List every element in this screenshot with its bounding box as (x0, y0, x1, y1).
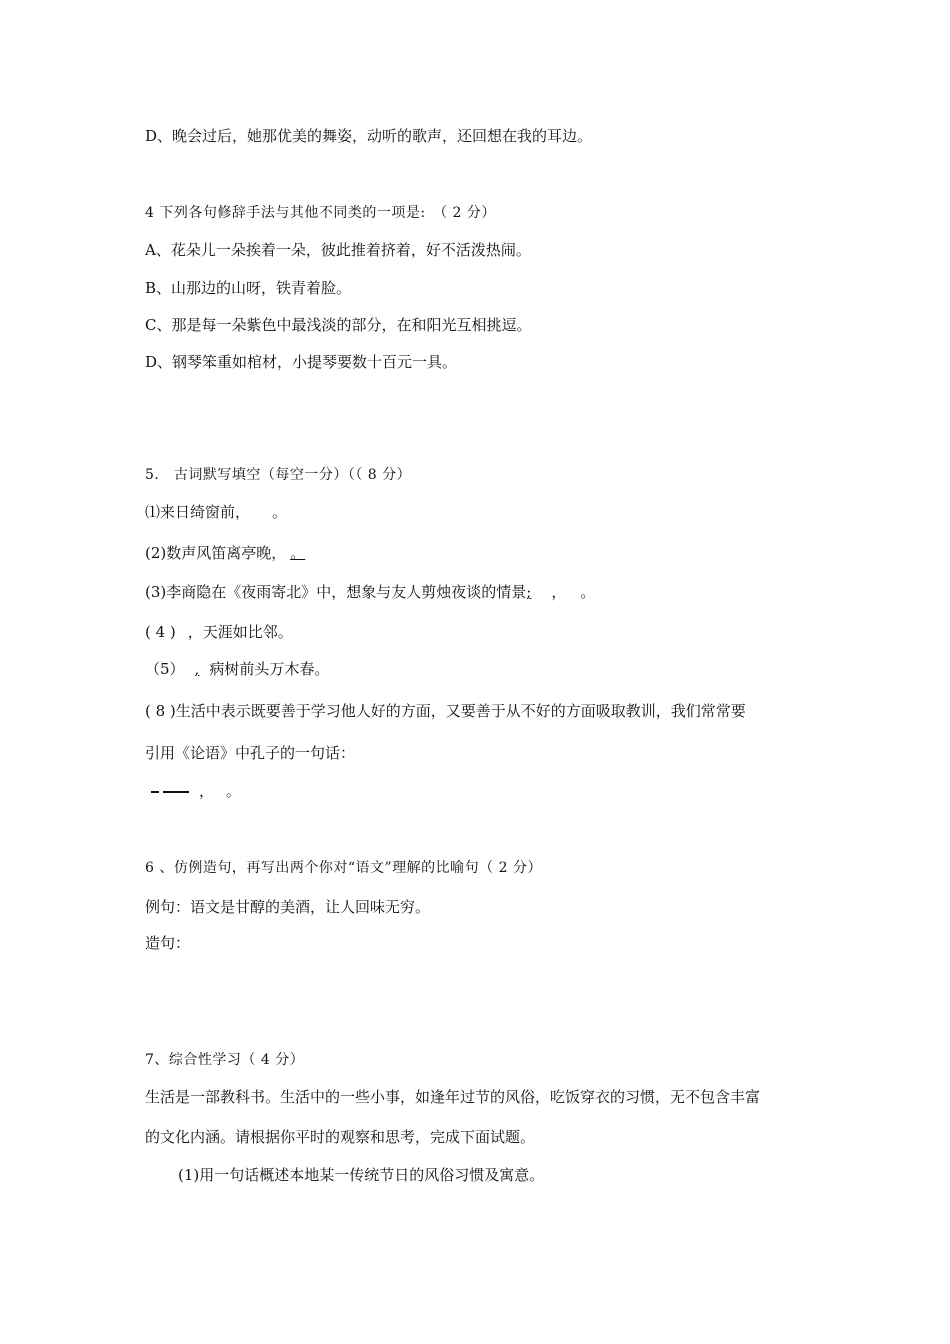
q3-option-d: D、晚会过后，她那优美的舞姿，动听的歌声，还回想在我的耳边。 (145, 127, 593, 145)
q7-sub-question-1: (1)用一句话概述本地某一传统节日的风俗习惯及寓意。 (178, 1166, 545, 1184)
q5-item-2 (145, 543, 313, 563)
q4-option-d: D、钢琴笨重如棺材，小提琴要数十百元一具。 (145, 353, 458, 371)
answer-blank: , (194, 660, 200, 678)
q5-item-4-num: ( 4 ) (145, 623, 176, 641)
q5-item-3-text: (3)李商隐在《夜雨寄北》中，想象与友人剪烛夜谈的情景 (145, 583, 527, 601)
q4-option-c: C、那是每一朵紫色中最浅淡的部分，在和阳光互相挑逗。 (145, 316, 532, 334)
q5-item-5 (145, 659, 329, 679)
q5-item-3 (145, 582, 595, 602)
q5-item-4-text: ，天涯如比邻。 (187, 623, 293, 641)
q5-item-6-line-2: 引用《论语》中孔子的一句话： (145, 744, 356, 762)
q5-item-4 (145, 622, 293, 642)
q7-paragraph-line-2: 的文化内涵。请根据你平时的观察和思考，完成下面试题。 (145, 1128, 536, 1146)
q5-item-6-end: 。 (226, 782, 242, 800)
q5-item-6-comma: ， (199, 782, 215, 800)
q4-title: 4 下列各句修辞手法与其他不同类的一项是: （ 2 分） (145, 205, 496, 221)
q5-title: 5． 古词默写填空（每空一分）（（ 8 分） (145, 467, 412, 483)
q5-item-6-blanks (145, 781, 241, 801)
answer-blank (151, 791, 159, 793)
q7-paragraph-line-1: 生活是一部教科书。生活中的一些小事，如逢年过节的风俗，吃饭穿衣的习惯，无不包含丰富 (145, 1088, 761, 1106)
answer-blank (163, 791, 189, 793)
q6-make: 造句： (145, 934, 191, 952)
q7-title: 7、综合性学习（ 4 分） (145, 1052, 305, 1068)
q5-item-2-end: 。 (290, 544, 306, 562)
q5-item-1 (145, 502, 287, 522)
q5-item-2-text: (2)数声风笛离亭晚， (145, 544, 287, 562)
answer-blank: ; (526, 583, 532, 601)
q5-item-5-text: 病树前头万木春。 (209, 660, 330, 678)
q5-item-6-line-1: ( 8 )生活中表示既要善于学习他人好的方面，又要善于从不好的方面吸取教训，我们常常要 (145, 702, 746, 720)
q5-item-5-num: （5） (145, 660, 185, 678)
q6-example: 例句：语文是甘醇的美酒，让人回味无穷。 (145, 898, 431, 916)
q5-item-1-text: ⑴来日绮窗前， (145, 503, 251, 521)
q4-option-a: A、花朵儿一朵挨着一朵，彼此推着挤着，好不活泼热闹。 (145, 241, 531, 259)
q5-item-1-end: 。 (272, 503, 288, 521)
q5-item-3-end: 。 (580, 583, 596, 601)
q6-title: 6 、仿例造句，再写出两个你对“语文”理解的比喻句（ 2 分） (145, 860, 542, 876)
q5-item-3-mid: ， (551, 583, 567, 601)
q4-option-b: B、山那边的山呀，铁青着脸。 (145, 279, 352, 297)
